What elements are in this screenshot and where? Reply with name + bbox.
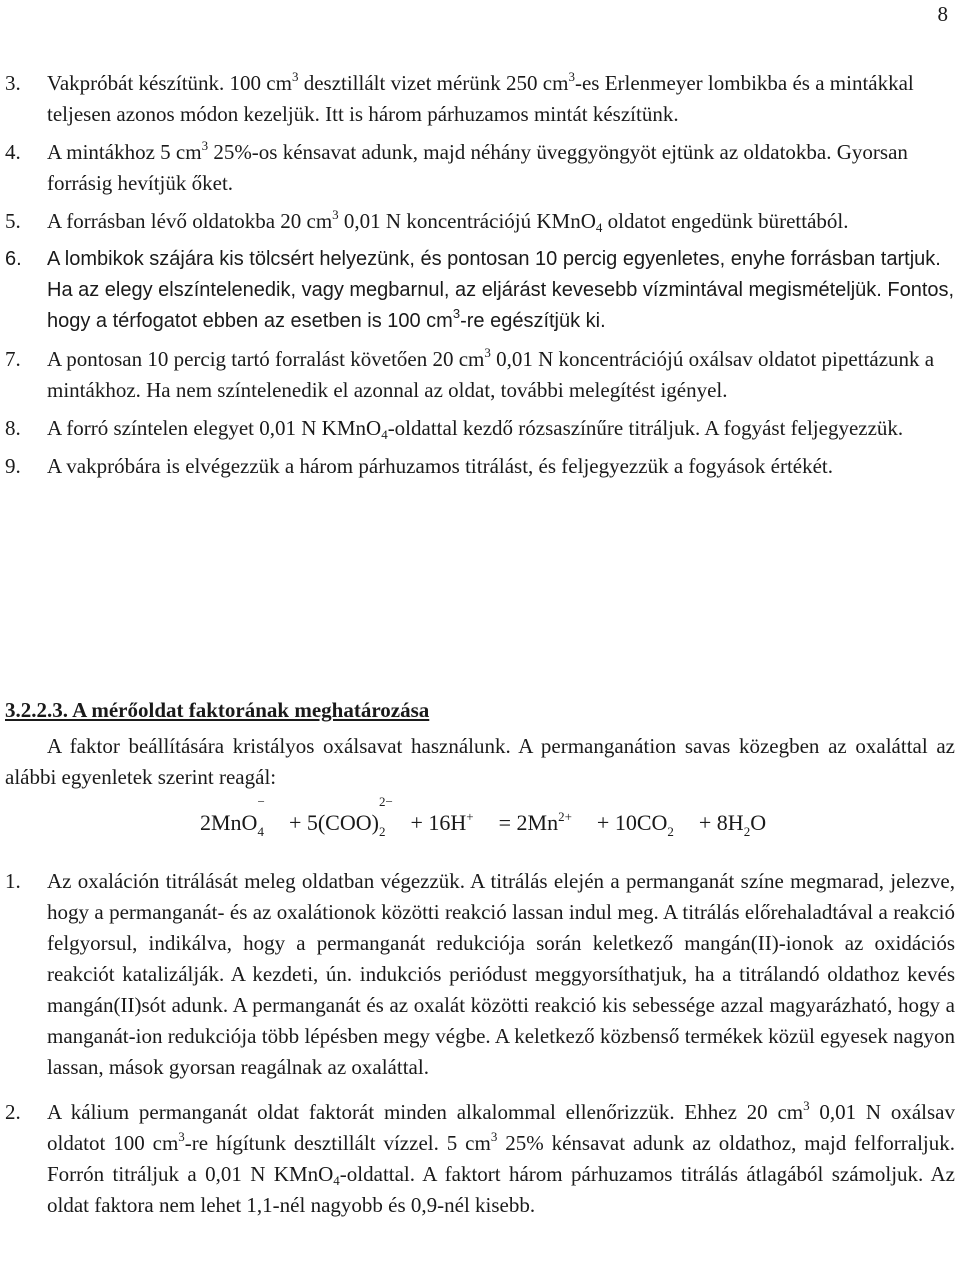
reaction-equation: 2MnO − $_4$ + 5(COO) 2− $_2 + 16H^+ = 2Mn^{2+} + 10CO_2 + 8H_2O$ <box>200 794 767 839</box>
step-8: 8. A forró színtelen elegyet 0,01 N KMnO$_4$-oldattal kezdő rózsaszínűre titráljuk. A fogyást feljegyezzük. <box>5 416 904 442</box>
steps-top-list <box>5 68 955 482</box>
intro-paragraph: A faktor beállítására kristályos oxálsavat használunk. A permanganátion savas közegben az oxaláttal az alábbi egyenletek szerint reagál: <box>5 734 955 789</box>
step-7: 7. A pontosan 10 percig tartó forralást követően 20 $cm^3$ 0,01 N koncentrációjú oxálsav oldatot pipettázunk a mintákhoz. Ha nem színtelenedik el azonnal az oldat, további melegítést igényel. <box>5 345 935 402</box>
factor-step-1: 1. Az oxaláción titrálását meleg oldatban végezzük. A titrálás elején a permanganát színe megmarad, jelezve, hogy a permanganát- és az oxalátionok közötti reakció lassan indul meg. A titrálás előrehaladtával a reakció felgyorsul, indikálva, hogy a permanganát redukciója során keletkező mangán(II)-ionok az oxidációs reakciót katalizálják. A kezdeti, ún. indukciós periódust meggyorsíthatjuk, ha a titrálandó oldathoz kevés mangán(II)sót adunk. A permanganát és az oxalát közötti reakció kis sebessége azzal magyarázható, hogy a manganát-ion redukciója több lépésben megy végbe. A keletkező közbenső termékek közül egyesek nagyon lassan, mások gyorsan reagálnak az oxaláttal. <box>5 869 955 1079</box>
step-5: 5. A forrásban lévő oldatokba 20 $cm^3$ 0,01 N koncentrációjú KMnO$_4$ oldatot engedünk bürettából. <box>5 207 849 235</box>
steps-bottom-list <box>5 866 955 1221</box>
step-4: 4. A mintákhoz 5 $cm^3$ 25%-os kénsavat adunk, majd néhány üveggyöngyöt ejtünk az oldatokba. Gyorsan forrásig hevítjük őket. <box>5 138 908 195</box>
step-6: 6. A lombikok szájára kis tölcsért helyezünk, és pontosan 10 percig egyenletes, enyhe forrásban tartjuk. Ha az elegy elszíntelenedik, vagy megbarnul, az eljárást kevesebb vízmintával megismételjük. Fontos, hogy a térfogatot ebben az esetben is 100 $cm^3-re$ egészítjük ki. <box>5 248 955 332</box>
step-9: 9. A vakpróbára is elvégezzük a három párhuzamos titrálást, és feljegyezzük a fogyások értékét. <box>5 454 834 478</box>
factor-step-2: 2. A kálium permanganát oldat faktorát minden alkalommal ellenőrizzük. Ehhez 20 $cm^3$ 0,01 N oxálsav oldatot 100 $cm^3-re$ hígítunk desztillált vízzel. 5 $cm^3$ 25% kénsavat adunk az oldathoz, majd felforraljuk. Forrón titráljuk a 0,01 N KMnO$_4$-oldattal. A faktort három párhuzamos titrálás átlagából számoljuk. Az oldat faktora nem lehet 1,1-nél nagyobb és 0,9-nél kisebb. <box>5 1098 955 1217</box>
page-number: 8 <box>937 2 948 26</box>
step-3: 3. Vakpróbát készítünk. 100 $cm^3$ desztillált vizet mérünk 250 $cm^3-es$ Erlenmeyer lombikba és a mintákkal teljesen azonos módon kezeljük. Itt is három párhuzamos mintát készítünk. <box>5 69 914 126</box>
section-heading: 3.2.2.3. A mérőoldat faktorának meghatározása <box>5 698 430 722</box>
